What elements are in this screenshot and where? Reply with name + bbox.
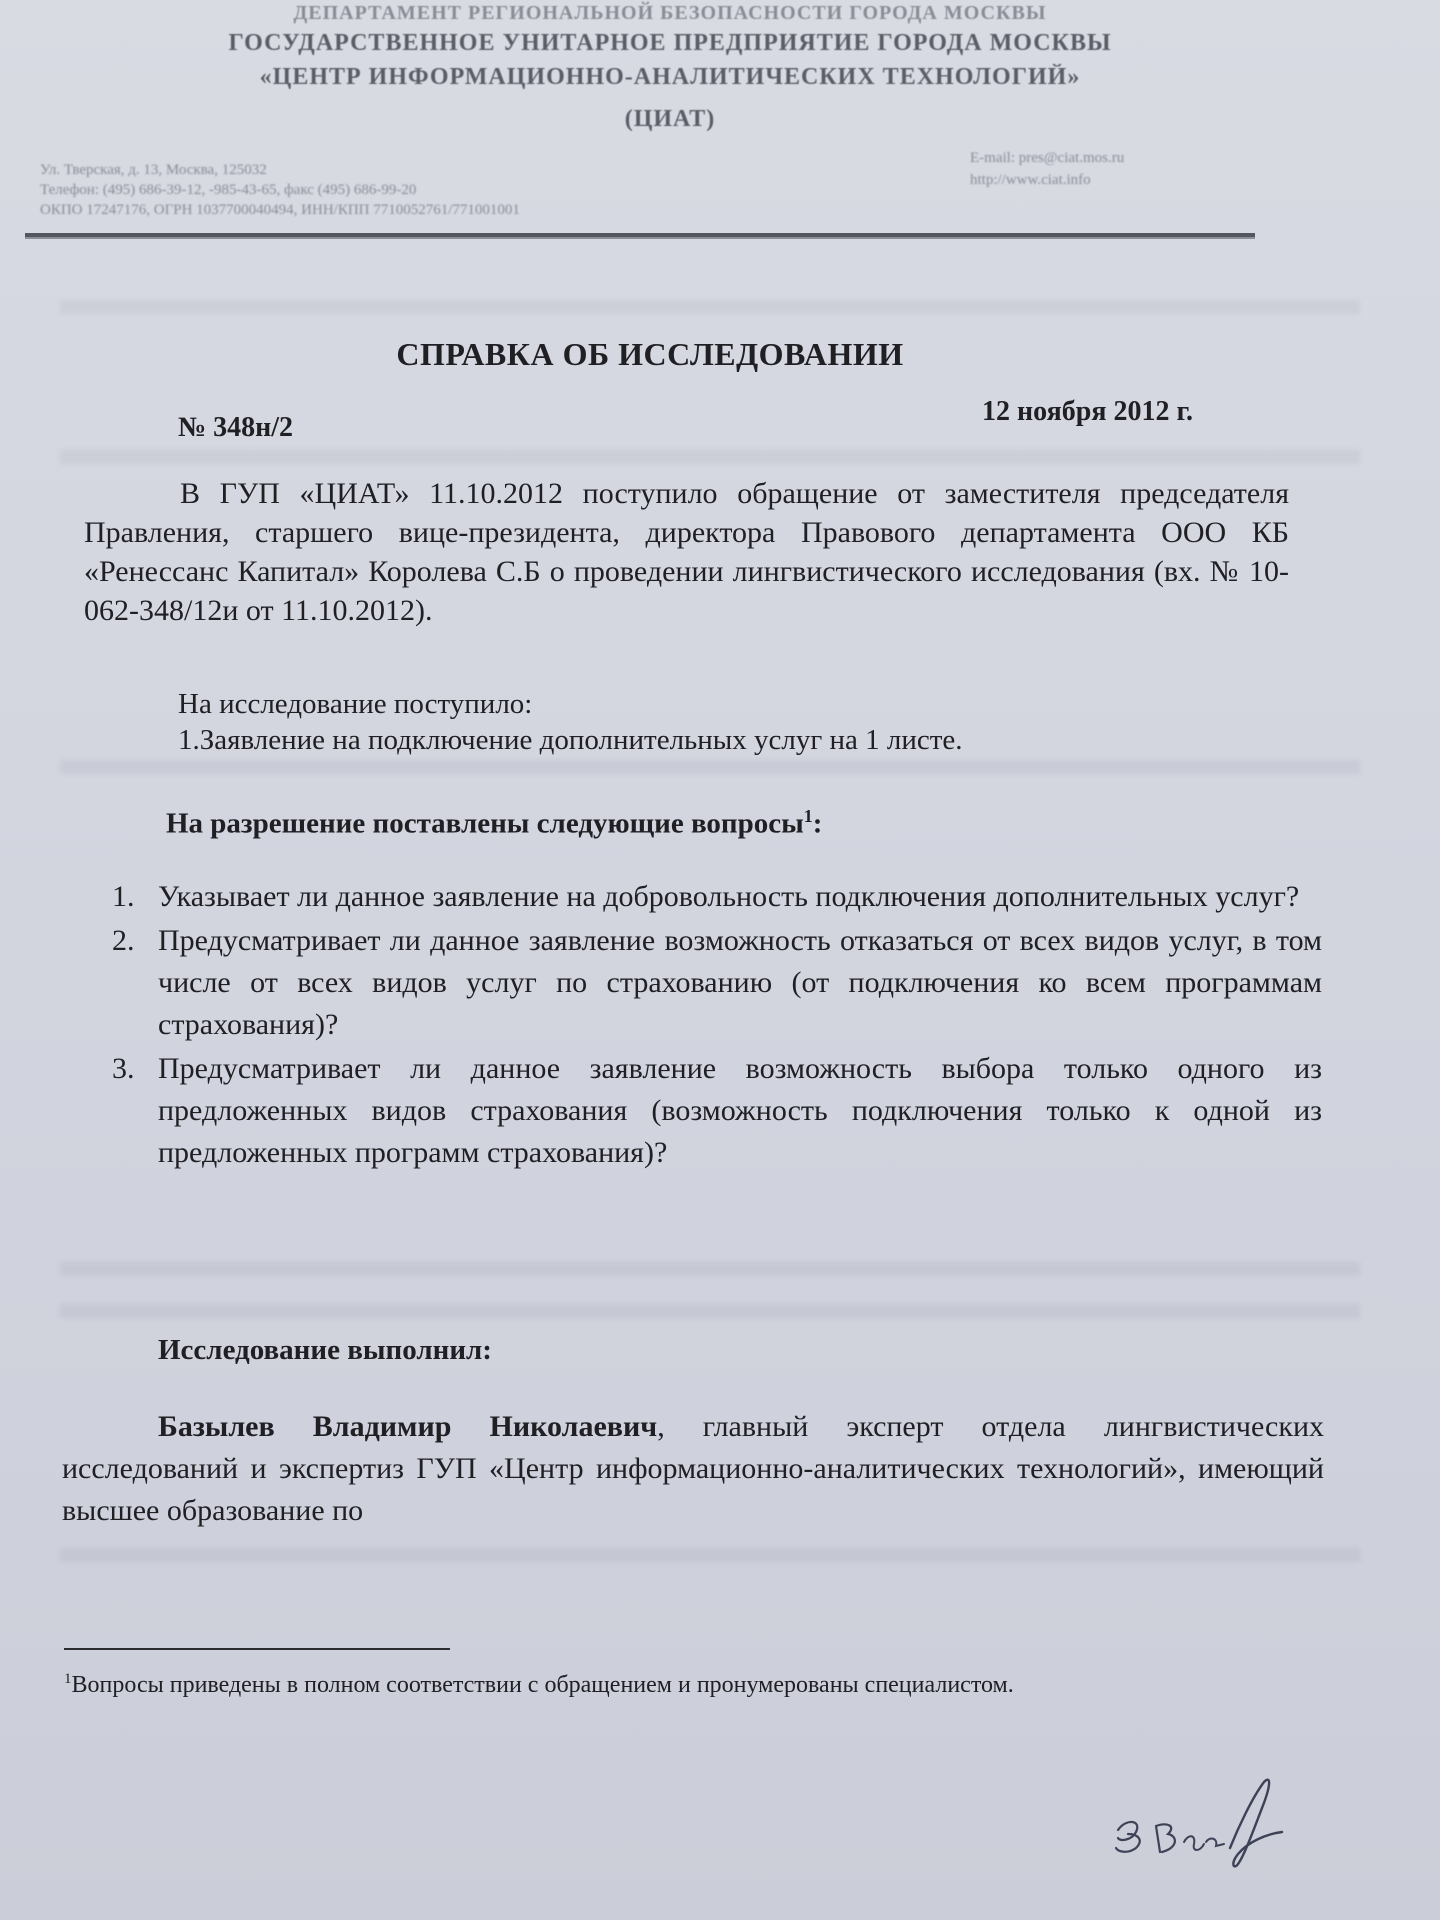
letterhead-address: Ул. Тверская, д. 13, Москва, 125032 <box>40 162 267 178</box>
document-date: 12 ноября 2012 г. <box>982 396 1194 427</box>
performer-text: , главный эксперт отдела лингвистических исследований и экспертиз ГУП «Центр информационно-аналитических технологий», имеющий высшее образование по <box>62 1410 1324 1527</box>
list-item <box>112 920 1322 1046</box>
received-item: 1.Заявление на подключение дополнительных услуг на 1 листе. <box>178 724 963 756</box>
performer-paragraph <box>62 1406 1324 1532</box>
bleed-through-shade <box>60 1304 1360 1318</box>
letterhead-enterprise: ГОСУДАРСТВЕННОЕ УНИТАРНОЕ ПРЕДПРИЯТИЕ ГОРОДА МОСКВЫ <box>228 30 1112 56</box>
question-text: Предусматривает ли данное заявление возможность выбора только одного из предложенных видов страхования (возможность подключения только к одной из предложенных программ страхования)? <box>158 1052 1322 1169</box>
bleed-through-shade <box>60 1262 1360 1276</box>
footnote-rule <box>64 1648 450 1650</box>
document-number: № 348н/2 <box>178 412 294 443</box>
question-number: 3. <box>112 1052 135 1085</box>
questions-list <box>112 876 1322 1174</box>
question-text: Указывает ли данное заявление на добровольность подключения дополнительных услуг? <box>158 880 1300 913</box>
questions-heading-colon: : <box>812 807 823 840</box>
letterhead-email: E-mail: pres@ciat.mos.ru <box>970 150 1125 166</box>
question-number: 2. <box>112 924 135 957</box>
list-item <box>112 876 1322 918</box>
letterhead-web: http://www.ciat.info <box>970 172 1091 188</box>
bleed-through-shade <box>60 450 1360 464</box>
questions-heading-text: На разрешение поставлены следующие вопросы <box>166 807 804 840</box>
bleed-through-shade <box>60 760 1360 774</box>
question-text: Предусматривает ли данное заявление возможность отказаться от всех видов услуг, в том числе от всех видов услуг по страхованию (от подключения ко всем программам страхования)? <box>158 924 1322 1041</box>
bleed-through-shade <box>60 1548 1360 1562</box>
letterhead-codes: ОКПО 17247176, ОГРН 1037700040494, ИНН/КПП 7710052761/771001001 <box>40 202 520 218</box>
list-item <box>112 1048 1322 1174</box>
footnote-text: Вопросы приведены в полном соответствии с обращением и пронумерованы специалистом. <box>71 1672 1014 1698</box>
performer-heading: Исследование выполнил: <box>158 1334 492 1366</box>
letterhead <box>20 0 1320 250</box>
questions-heading <box>166 806 822 841</box>
footnote <box>64 1656 1326 1708</box>
bleed-through-shade <box>60 300 1360 314</box>
footnote-ref: 1 <box>803 806 813 826</box>
received-label: На исследование поступило: <box>178 688 533 720</box>
question-number: 1. <box>112 880 135 913</box>
document-title: СПРАВКА ОБ ИССЛЕДОВАНИИ <box>396 336 904 372</box>
letterhead-rule <box>25 233 1255 239</box>
handwritten-signature <box>1098 1768 1298 1878</box>
letterhead-center: «ЦЕНТР ИНФОРМАЦИОННО-АНАЛИТИЧЕСКИХ ТЕХНОЛОГИЙ» <box>259 64 1081 90</box>
letterhead-department: ДЕПАРТАМЕНТ РЕГИОНАЛЬНОЙ БЕЗОПАСНОСТИ ГОРОДА МОСКВЫ <box>293 2 1047 24</box>
letterhead-phone: Телефон: (495) 686-39-12, -985-43-65, факс (495) 686-99-20 <box>40 182 417 198</box>
performer-name: Базылев Владимир Николаевич <box>158 1410 658 1443</box>
letterhead-abbr: (ЦИАТ) <box>624 106 716 132</box>
intro-paragraph: В ГУП «ЦИАТ» 11.10.2012 поступило обращение от заместителя председателя Правления, старшего вице-президента, директора Правового департамента ООО КБ «Ренессанс Капитал» Королева С.Б о проведении лингвистического исследования (вх. № 10-062-348/12и от 11.10.2012). <box>84 477 1289 627</box>
footnote-mark: 1 <box>64 1671 72 1687</box>
